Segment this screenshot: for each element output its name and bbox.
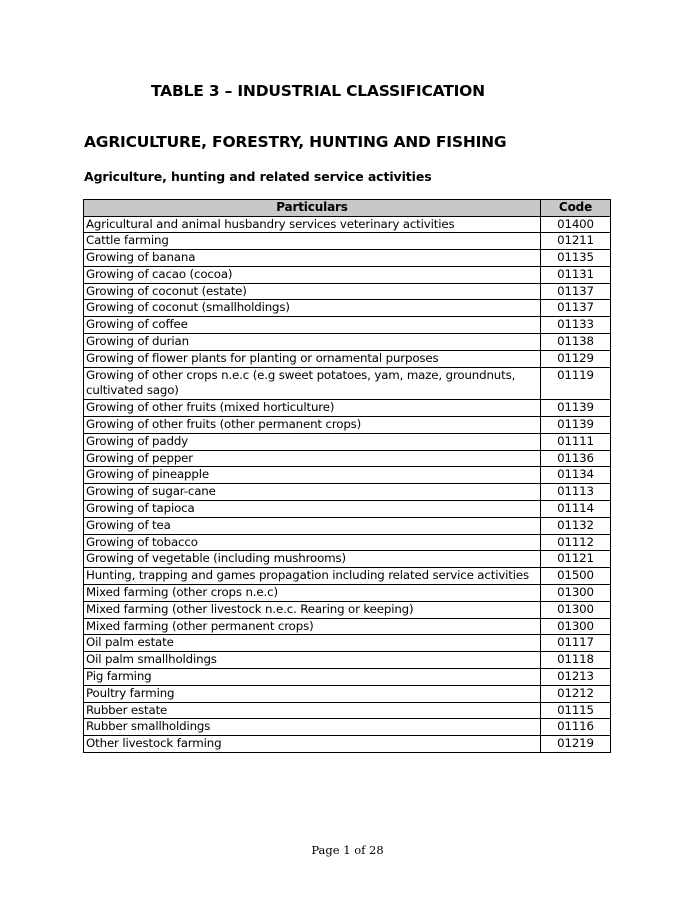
table-row	[84, 417, 611, 434]
cell-code: 01137	[541, 300, 611, 317]
cell-particulars: Growing of sugar-cane	[84, 484, 541, 501]
cell-particulars: Growing of coconut (estate)	[84, 283, 541, 300]
table-row	[84, 534, 611, 551]
header-code: Code	[541, 200, 611, 217]
table-row	[84, 685, 611, 702]
table-row	[84, 233, 611, 250]
table-row	[84, 450, 611, 467]
table-row	[84, 250, 611, 267]
cell-particulars: Mixed farming (other livestock n.e.c. Rearing or keeping)	[84, 601, 541, 618]
cell-particulars: Rubber smallholdings	[84, 719, 541, 736]
table-body	[84, 216, 611, 753]
table-row	[84, 266, 611, 283]
cell-code: 01139	[541, 417, 611, 434]
cell-particulars: Oil palm estate	[84, 635, 541, 652]
table-row	[84, 551, 611, 568]
cell-particulars: Growing of paddy	[84, 433, 541, 450]
cell-code: 01133	[541, 317, 611, 334]
cell-particulars: Mixed farming (other crops n.e.c)	[84, 585, 541, 602]
table-row	[84, 736, 611, 753]
cell-particulars: Rubber estate	[84, 702, 541, 719]
cell-code: 01129	[541, 350, 611, 367]
cell-particulars: Growing of pineapple	[84, 467, 541, 484]
cell-code: 01213	[541, 669, 611, 686]
cell-code: 01134	[541, 467, 611, 484]
table-row	[84, 367, 611, 400]
table-row	[84, 501, 611, 518]
table-row	[84, 433, 611, 450]
cell-code: 01117	[541, 635, 611, 652]
subsection-heading: Agriculture, hunting and related service activities	[84, 169, 432, 184]
table-row	[84, 317, 611, 334]
table-row	[84, 669, 611, 686]
table-row	[84, 484, 611, 501]
cell-particulars: Growing of cacao (cocoa)	[84, 266, 541, 283]
page-number: Page 1 of 28	[311, 843, 384, 857]
cell-particulars: Growing of pepper	[84, 450, 541, 467]
section-heading: AGRICULTURE, FORESTRY, HUNTING AND FISHING	[84, 133, 507, 151]
table-row	[84, 585, 611, 602]
table-row	[84, 618, 611, 635]
cell-code: 01500	[541, 568, 611, 585]
cell-particulars: Growing of coconut (smallholdings)	[84, 300, 541, 317]
cell-particulars: Growing of coffee	[84, 317, 541, 334]
cell-code: 01115	[541, 702, 611, 719]
table-row	[84, 350, 611, 367]
cell-code: 01211	[541, 233, 611, 250]
cell-code: 01300	[541, 585, 611, 602]
table-row	[84, 300, 611, 317]
cell-code: 01212	[541, 685, 611, 702]
cell-particulars: Agricultural and animal husbandry services veterinary activities	[84, 216, 541, 233]
cell-code: 01400	[541, 216, 611, 233]
cell-code: 01136	[541, 450, 611, 467]
cell-code: 01111	[541, 433, 611, 450]
table-row	[84, 467, 611, 484]
table-row	[84, 719, 611, 736]
cell-particulars: Growing of other crops n.e.c (e.g sweet potatoes, yam, maze, groundnuts, cultivated sago)	[84, 367, 541, 400]
table-row	[84, 635, 611, 652]
table-row	[84, 334, 611, 351]
cell-code: 01300	[541, 601, 611, 618]
cell-code: 01137	[541, 283, 611, 300]
cell-particulars: Growing of tea	[84, 517, 541, 534]
cell-particulars: Growing of tobacco	[84, 534, 541, 551]
cell-particulars: Oil palm smallholdings	[84, 652, 541, 669]
classification-table	[83, 199, 611, 753]
table-row	[84, 652, 611, 669]
cell-code: 01121	[541, 551, 611, 568]
cell-code: 01113	[541, 484, 611, 501]
cell-code: 01131	[541, 266, 611, 283]
cell-particulars: Growing of flower plants for planting or ornamental purposes	[84, 350, 541, 367]
table-row	[84, 400, 611, 417]
cell-code: 01135	[541, 250, 611, 267]
cell-particulars: Hunting, trapping and games propagation including related service activities	[84, 568, 541, 585]
cell-code: 01116	[541, 719, 611, 736]
cell-particulars: Cattle farming	[84, 233, 541, 250]
table-row	[84, 702, 611, 719]
cell-code: 01119	[541, 367, 611, 400]
cell-code: 01300	[541, 618, 611, 635]
cell-code: 01132	[541, 517, 611, 534]
table-row	[84, 517, 611, 534]
cell-particulars: Growing of vegetable (including mushrooms)	[84, 551, 541, 568]
cell-particulars: Growing of banana	[84, 250, 541, 267]
cell-particulars: Growing of durian	[84, 334, 541, 351]
table-row	[84, 601, 611, 618]
cell-particulars: Growing of other fruits (mixed horticulture)	[84, 400, 541, 417]
document-title: TABLE 3 – INDUSTRIAL CLASSIFICATION	[151, 82, 485, 100]
table-row	[84, 216, 611, 233]
cell-particulars: Growing of other fruits (other permanent crops)	[84, 417, 541, 434]
table-row	[84, 568, 611, 585]
cell-particulars: Other livestock farming	[84, 736, 541, 753]
table-row	[84, 283, 611, 300]
cell-code: 01118	[541, 652, 611, 669]
cell-particulars: Growing of tapioca	[84, 501, 541, 518]
table-header-row	[84, 200, 611, 217]
cell-code: 01139	[541, 400, 611, 417]
cell-particulars: Pig farming	[84, 669, 541, 686]
cell-particulars: Mixed farming (other permanent crops)	[84, 618, 541, 635]
cell-code: 01219	[541, 736, 611, 753]
cell-code: 01114	[541, 501, 611, 518]
cell-particulars: Poultry farming	[84, 685, 541, 702]
cell-code: 01112	[541, 534, 611, 551]
header-particulars: Particulars	[84, 200, 541, 217]
cell-code: 01138	[541, 334, 611, 351]
